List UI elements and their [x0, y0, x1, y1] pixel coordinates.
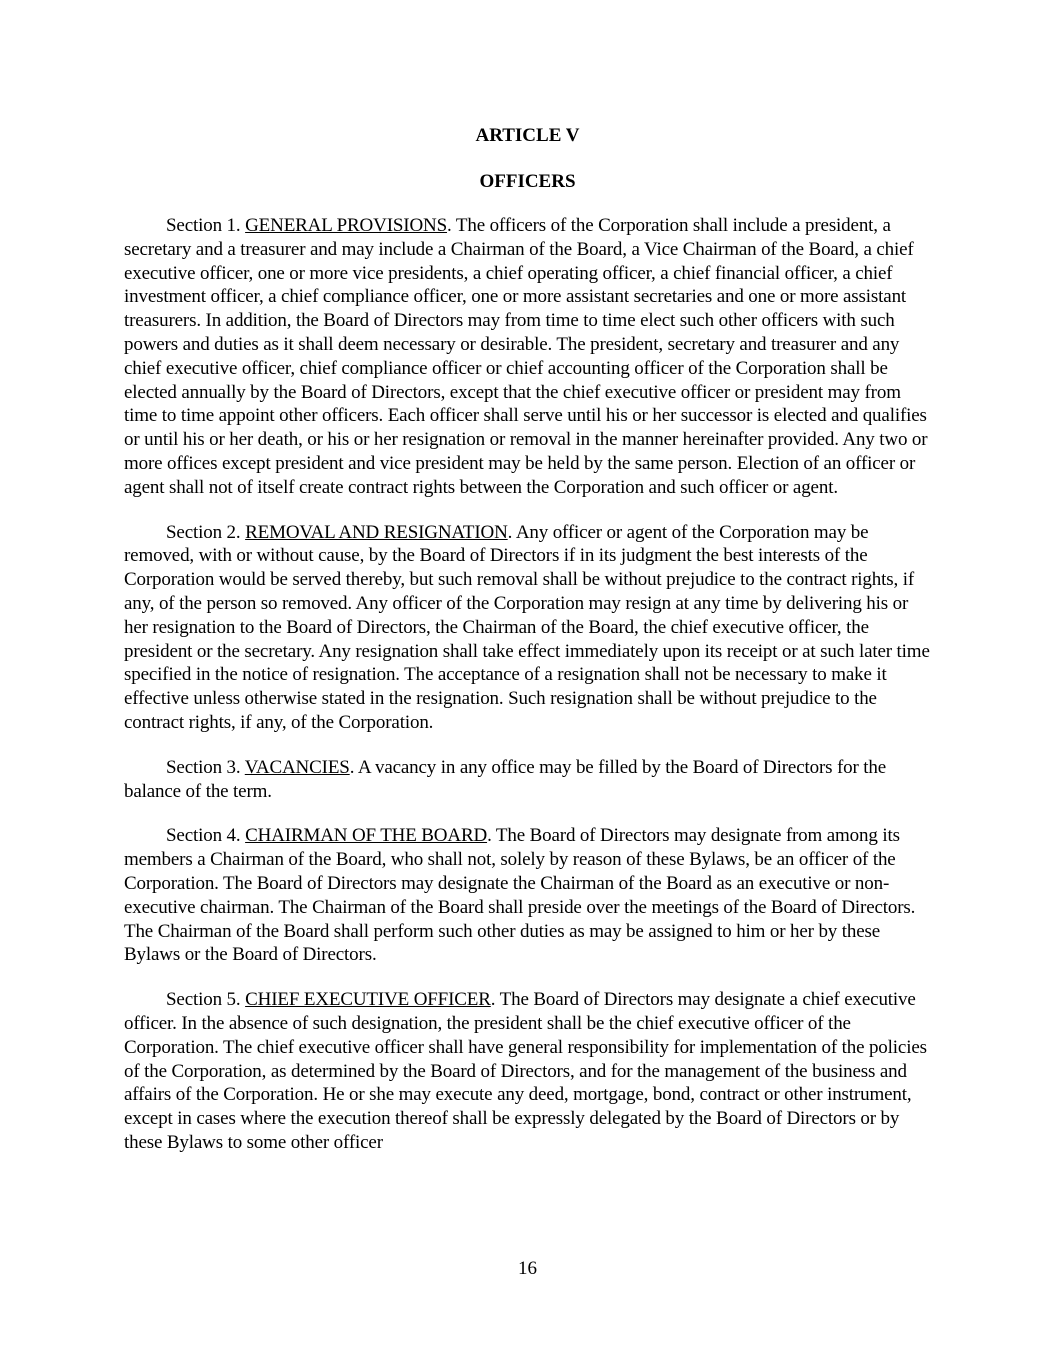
- section-heading: CHIEF EXECUTIVE OFFICER: [245, 989, 491, 1011]
- section-text: . Any officer or agent of the Corporation may be removed, with or without cause, by the Board of Directors if in its judgment the best interests of the Corporation would be served thereby, but such removal shall be without prejudice to the contract rights, if any, of the person so removed. Any officer of the Corporation may resign at any time by delivering his or her resignation to the Board of Directors, the Chairman of the Board, the chief executive officer, the president or the secretary. Any resignation shall take effect immediately upon its receipt or at such later time specified in the notice of resignation. The acceptance of a resignation shall not be necessary to make it effective unless otherwise stated in the resignation. Such resignation shall be without prejudice to the contract rights, if any, of the Corporation.: [124, 521, 930, 733]
- section-heading: CHAIRMAN OF THE BOARD: [245, 825, 488, 847]
- section-1: [124, 214, 932, 500]
- section-text: . The Board of Directors may designate from among its members a Chairman of the Board, who shall not, solely by reason of these Bylaws, be an officer of the Corporation. The Board of Directors may designate the Chairman of the Board as an executive or non-executive chairman. The Chairman of the Board shall preside over the meetings of the Board of Directors. The Chairman of the Board shall perform such other duties as may be assigned to him or her by these Bylaws or the Board of Directors.: [124, 825, 916, 966]
- section-number: Section 1.: [166, 215, 241, 236]
- section-number: Section 5.: [166, 989, 241, 1011]
- section-number: Section 2.: [166, 521, 241, 543]
- section-text: . A vacancy in any office may be filled by the Board of Directors for the balance of the term.: [124, 756, 887, 802]
- page-number: 16: [518, 1258, 537, 1279]
- section-heading: REMOVAL AND RESIGNATION: [245, 521, 508, 543]
- article-title: ARTICLE V: [475, 125, 580, 146]
- article-body: [124, 214, 932, 1176]
- section-number: Section 3.: [166, 756, 241, 778]
- section-5: [124, 988, 932, 1155]
- section-3: [124, 756, 932, 804]
- section-heading: VACANCIES: [244, 756, 350, 778]
- article-subtitle: OFFICERS: [479, 171, 576, 192]
- section-text: . The Board of Directors may designate a chief executive officer. In the absence of such designation, the president shall be the chief executive officer of the Corporation. The chief executive officer shall have general responsibility for implementation of the policies of the Corporation, as determined by the Board of Directors, and for the management of the business and affairs of the Corporation. He or she may execute any deed, mortgage, bond, contract or other instrument, except in cases where the execution thereof shall be expressly delegated by the Board of Directors or by these Bylaws to some other officer: [124, 989, 927, 1153]
- section-4: [124, 824, 932, 967]
- section-text: . The officers of the Corporation shall include a president, a secretary and a treasurer and may include a Chairman of the Board, a Vice Chairman of the Board, a chief executive officer, one or more vice presidents, a chief operating officer, a chief financial officer, a chief investment officer, a chief compliance officer, one or more assistant secretaries and one or more assistant treasurers. In addition, the Board of Directors may from time to time elect such other officers with such powers and duties as it shall deem necessary or desirable. The president, secretary and treasurer and any chief executive officer, chief compliance officer or chief accounting officer of the Corporation shall be elected annually by the Board of Directors, except that the chief executive officer or president may from time to time appoint other officers. Each officer shall serve until his or her successor is elected and qualifies or until his or her death, or his or her resignation or removal in the manner hereinafter provided. Any two or more offices except president and vice president may be held by the same person. Election of an officer or agent shall not of itself create contract rights between the Corporation and such officer or agent.: [124, 215, 928, 498]
- section-heading: GENERAL PROVISIONS: [245, 215, 448, 236]
- section-number: Section 4.: [166, 825, 241, 847]
- section-2: [124, 521, 932, 735]
